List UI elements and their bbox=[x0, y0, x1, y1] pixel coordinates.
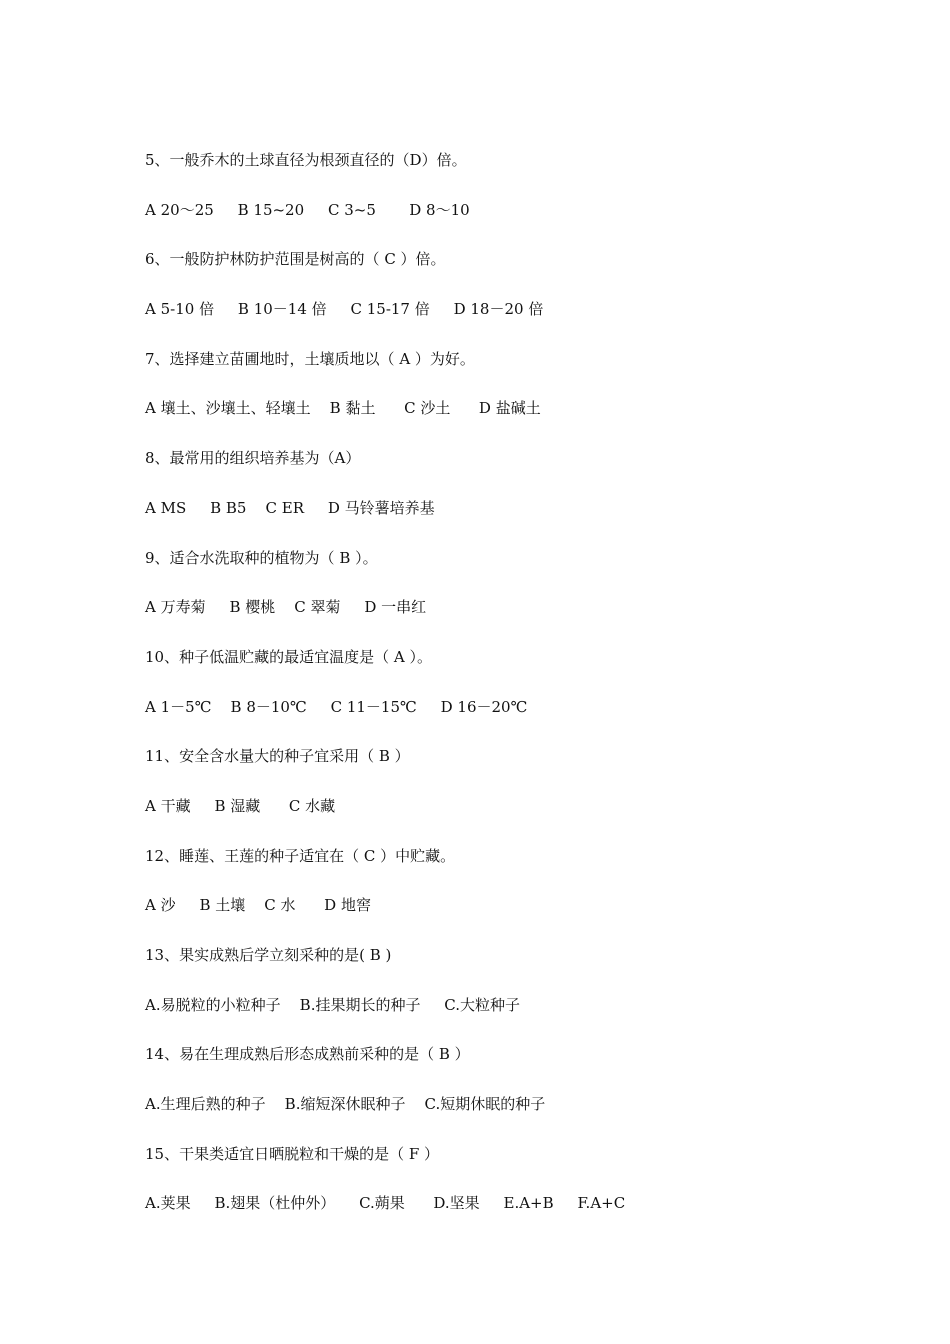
options-13: A.易脱粒的小粒种子 B.挂果期长的种子 C.大粒种子 bbox=[145, 995, 521, 1014]
options-7: A 壤土、沙壤土、轻壤土 B 黏土 C 沙土 D 盐碱土 bbox=[145, 399, 541, 418]
options-6: A 5-10 倍 B 10－14 倍 C 15-17 倍 D 18－20 倍 bbox=[145, 300, 544, 319]
question-9: 9、适合水洗取种的植物为（ B ）。 bbox=[145, 548, 378, 567]
question-10: 10、种子低温贮藏的最适宜温度是（ A ）。 bbox=[145, 647, 432, 666]
options-11: A 干藏 B 湿藏 C 水藏 bbox=[145, 796, 336, 815]
question-8: 8、最常用的组织培养基为（A） bbox=[145, 449, 361, 468]
options-10: A 1－5℃ B 8－10℃ C 11－15℃ D 16－20℃ bbox=[145, 697, 528, 716]
options-9: A 万寿菊 B 樱桃 C 翠菊 D 一串红 bbox=[145, 598, 427, 617]
question-5: 5、一般乔木的土球直径为根颈直径的（D）倍。 bbox=[145, 151, 467, 169]
question-12: 12、睡莲、王莲的种子适宜在（ C ）中贮藏。 bbox=[145, 846, 456, 865]
options-15: A.荚果 B.翅果（杜仲外） C.蒴果 D.坚果 E.A+B F.A+C bbox=[145, 1194, 626, 1213]
question-15: 15、干果类适宜日晒脱粒和干燥的是（ F ） bbox=[145, 1144, 440, 1163]
question-11: 11、安全含水量大的种子宜采用（ B ） bbox=[145, 747, 410, 766]
options-8: A MS B B5 C ER D 马铃薯培养基 bbox=[145, 498, 435, 517]
question-6: 6、一般防护林防护范围是树高的（ C ）倍。 bbox=[145, 250, 446, 269]
question-list bbox=[145, 148, 845, 1241]
question-13: 13、果实成熟后学立刻采种的是( B ) bbox=[145, 946, 392, 964]
options-12: A 沙 B 土壤 C 水 D 地窖 bbox=[145, 896, 371, 915]
options-5: A 20～25 B 15~20 C 3~5 D 8～10 bbox=[145, 200, 470, 219]
options-14: A.生理后熟的种子 B.缩短深休眠种子 C.短期休眠的种子 bbox=[145, 1095, 546, 1114]
question-14: 14、易在生理成熟后形态成熟前采种的是（ B ） bbox=[145, 1045, 470, 1064]
question-7: 7、选择建立苗圃地时，土壤质地以（ A ）为好。 bbox=[145, 349, 475, 368]
